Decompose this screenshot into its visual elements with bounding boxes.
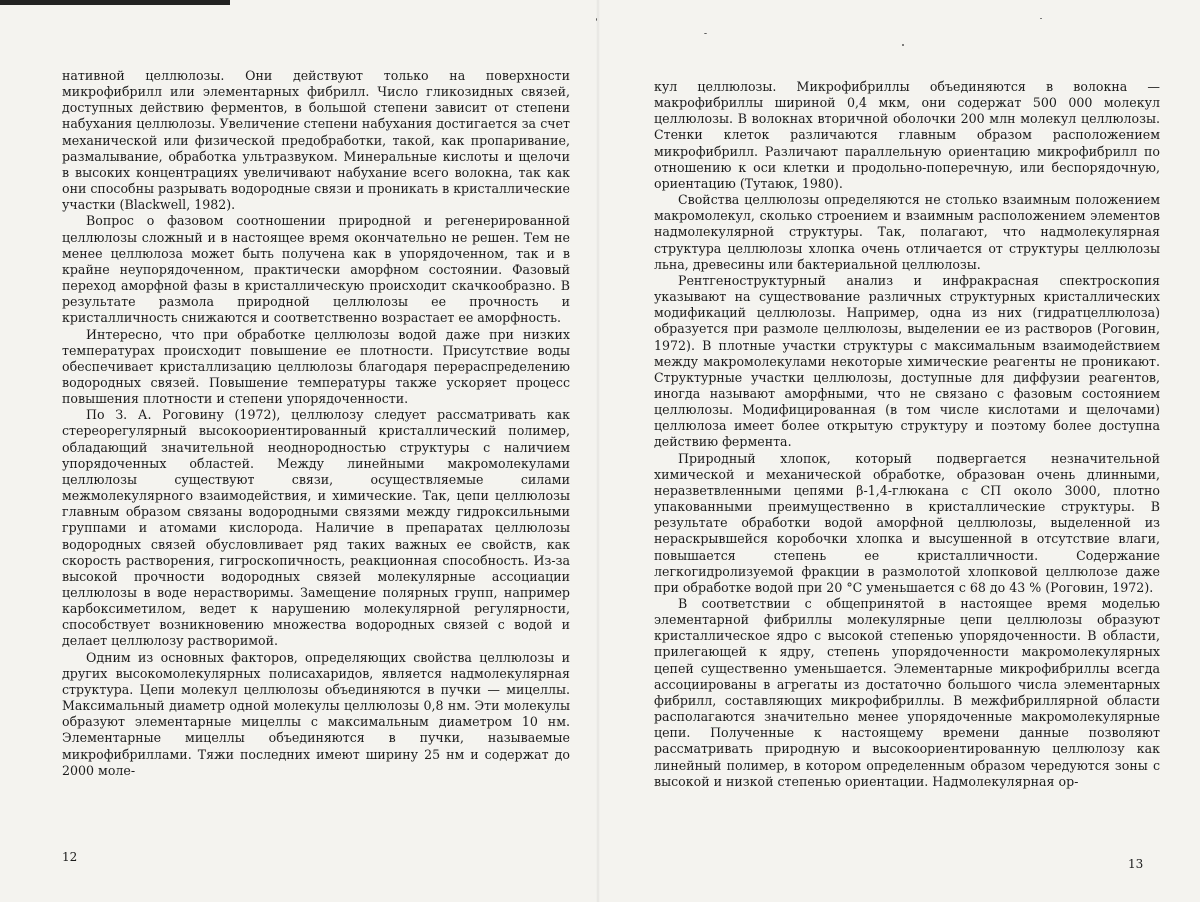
paragraph: нативной целлюлозы. Они действуют только на поверхности микрофибрилл или элементарных фибрилл. Число гликозидных связей, доступных действию ферментов, в большой степени зависит от степени набухания целлюлозы. Увеличение степени набухания достигается за счет механической или физической предобработки, такой, как пропаривание, размалывание, обработка ультразвуком. Минеральные кислоты и щелочи в высоких концентрациях увеличивают набухание всего волокна, так как они способны разрывать водородные связи и проникать в кристаллические участки (Blackwell, 1982). xyxy=(62,68,570,213)
scan-speck xyxy=(902,44,904,46)
scan-speck xyxy=(1040,18,1042,19)
paragraph: Одним из основных факторов, определяющих свойства целлюлозы и других высокомолекулярных полисахаридов, является надмолекулярная структура. Цепи молекул целлюлозы объединяются в пучки — мицеллы. Максимальный диаметр одной молекулы целлюлозы 0,8 нм. Эти молекулы образуют элементарные мицеллы с максимальным диаметром 10 нм. Элементарные мицеллы объединяются в пучки, называемые микрофибриллами. Тяжи последних имеют ширину 25 нм и содержат до 2000 моле- xyxy=(62,649,570,778)
paragraph: Рентгеноструктурный анализ и инфракрасная спектроскопия указывают на существование различных структурных кристаллических модификаций целлюлозы. Например, одна из них (гидратцеллюлоза) образуется при размоле целлюлозы, выделении ее из растворов (Роговин, 1972). В плотные участки структуры с максимальным взаимодействием между макромолекулами некоторые химические реагенты не проникают. Структурные участки целлюлозы, доступные для диффузии реагентов, иногда называют аморфными, что не связано с фазовым состоянием целлюлозы. Модифицированная (в том числе кислотами и щелочами) целлюлоза имеет более открытую структуру и поэтому более доступна действию фермента. xyxy=(654,272,1160,450)
paragraph: Природный хлопок, который подвергается незначительной химической и механической обработке, образован очень длинными, неразветвленными цепями β-1,4-глюкана с СП около 3000, плотно упакованными преимущественно в кристаллические структуры. В результате обработки водой аморфной целлюлозы, выделенной из нераскрывшейся коробочки хлопка и высушенной в отсутствие влаги, повышается степень ее кристалличности. Содержание легкогидролизуемой фракции в размолотой хлопковой целлюлозе даже при обработке водой при 20 °С уменьшается с 68 до 43 % (Роговин, 1972). xyxy=(654,450,1160,595)
scan-speck xyxy=(704,33,707,34)
paragraph: кул целлюлозы. Микрофибриллы объединяются в волокна — макрофибриллы шириной 0,4 мкм, они содержат 500 000 молекул целлюлозы. В волокнах вторичной оболочки 200 млн молекул целлюлозы. Стенки клеток различаются главным образом расположением микрофибрилл. Различают параллельную ориентацию микрофибрилл по отношению к оси клетки и продольно-поперечную, или беспорядочную, ориентацию (Тутаюк, 1980). xyxy=(654,79,1160,191)
scan-speck xyxy=(596,18,597,21)
paragraph: Свойства целлюлозы определяются не столько взаимным положением макромолекул, сколько строением и взаимным расположением элементов надмолекулярной структуры. Так, полагают, что надмолекулярная структура целлюлозы хлопка очень отличается от структуры целлюлозы льна, древесины или бактериальной целлюлозы. xyxy=(654,192,1160,272)
left-page-text xyxy=(62,68,570,779)
right-page-text xyxy=(654,79,1160,790)
paragraph: Вопрос о фазовом соотношении природной и регенерированной целлюлозы сложный и в настоящее время окончательно не решен. Тем не менее целлюлоза может быть получена как в упорядоченном, так и в крайне неупорядоченном, практически аморфном состоянии. Фазовый переход аморфной фазы в кристаллическую происходит скачкообразно. В результате размола природной целлюлозы ее прочность и кристалличность снижаются и соответственно возрастает ее аморфность. xyxy=(62,213,570,326)
paragraph: Интересно, что при обработке целлюлозы водой даже при низких температурах происходит повышение ее плотности. Присутствие воды обеспечивает кристаллизацию целлюлозы благодаря перераспределению водородных связей. Повышение температуры также ускоряет процесс повышения плотности и степени упорядоченности. xyxy=(62,326,570,407)
page-number: 13 xyxy=(1128,857,1144,871)
paragraph: По З. А. Роговину (1972), целлюлозу следует рассматривать как стереорегулярный высокоориентированный кристаллический полимер, обладающий значительной неоднородностью структуры с наличием упорядоченных областей. Между линейными макромолекулами целлюлозы существуют связи, осуществляемые силами межмолекулярного взаимодействия, и химические. Так, цепи целлюлозы главным образом связаны водородными связями между гидроксильными группами и атомами кислорода. Наличие в препаратах целлюлозы водородных связей обусловливает ряд таких важных ее свойств, как скорость растворения, гигроскопичность, реакционная способность. Из-за высокой прочности водородных связей молекулярные ассоциации целлюлозы в воде нерастворимы. Замещение полярных групп, например карбоксиметилом, ведет к нарушению молекулярной регулярности, способствует возникновению множества водородных связей с водой и делает целлюлозу растворимой. xyxy=(62,407,570,649)
page-number: 12 xyxy=(62,850,78,864)
paragraph: В соответствии с общепринятой в настоящее время моделью элементарной фибриллы молекулярные цепи целлюлозы образуют кристаллическое ядро с высокой степенью упорядоченности. В области, прилегающей к ядру, степень упорядоченности макромолекулярных цепей существенно уменьшается. Элементарные микрофибриллы всегда ассоциированы в агрегаты из достаточно большого числа элементарных фибрилл, составляющих микрофибриллы. В межфибриллярной области располагаются значительно менее упорядоченные макромолекулярные цепи. Полученные к настоящему времени данные позволяют рассматривать природную и высокоориентированную целлюлозу как линейный полимер, в котором определенным образом чередуются зоны с высокой и низкой степенью ориентации. Надмолекулярная ор- xyxy=(654,596,1160,789)
right-page xyxy=(598,0,1200,902)
left-page xyxy=(0,0,598,902)
